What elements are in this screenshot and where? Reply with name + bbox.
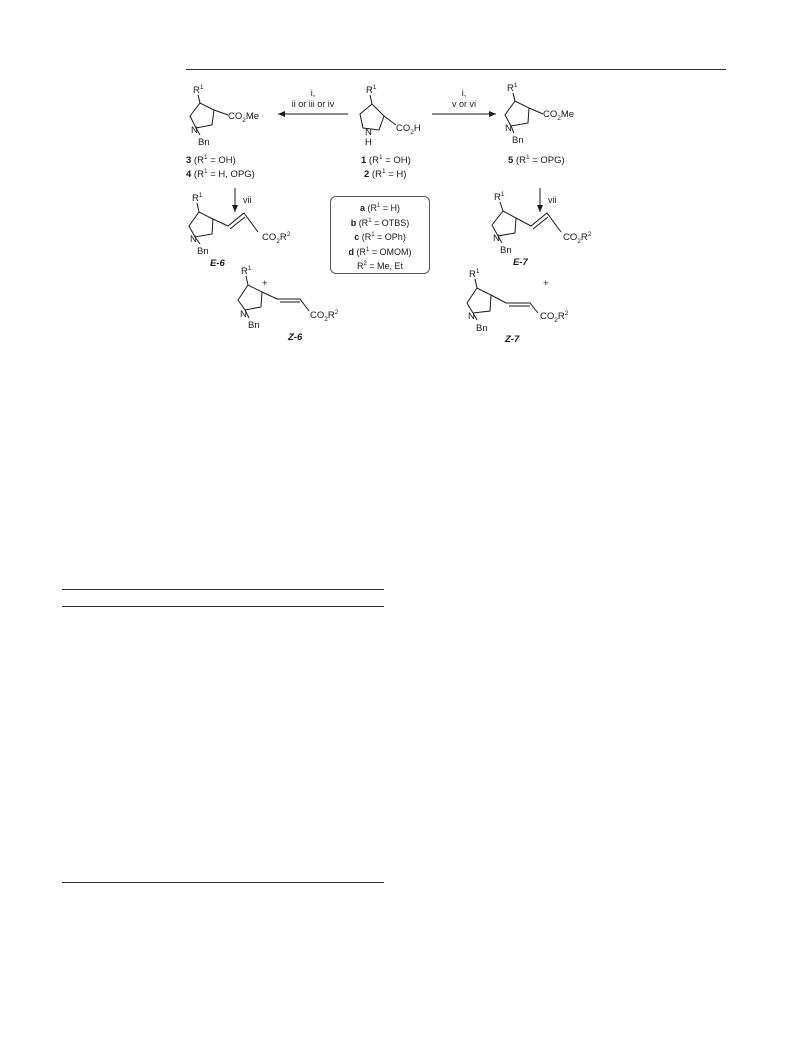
- r1-label-e7: $R^1$: [494, 191, 505, 203]
- n-label-e7: N: [493, 233, 500, 244]
- structure-z7: [467, 279, 538, 320]
- co2h-label: $CO_2H$: [396, 123, 421, 136]
- h-label-center: H: [365, 137, 372, 148]
- co2r2-label-z6: $CO_2R^2$: [310, 309, 339, 323]
- legend-item-r2: $R^2 = Me$, Et: [356, 261, 404, 271]
- compound-e6-label: E-6: [210, 258, 225, 269]
- structure-e6: [189, 203, 258, 244]
- cond-left-bottom: ii or iii or iv: [291, 99, 335, 109]
- compound-5-label: 5 $(R^1 = OPG)$: [508, 154, 565, 166]
- cond-right-bottom: v or vi: [451, 99, 477, 109]
- table-bottom-rule: [62, 882, 384, 883]
- table-top-rule: [62, 589, 384, 590]
- compound-3-label: 3 $(R^1 = OH)$: [186, 154, 236, 166]
- bn-label-e6: Bn: [197, 246, 209, 257]
- bn-label-z6: Bn: [248, 320, 260, 331]
- n-label-center: N: [365, 127, 372, 138]
- bn-label-left: Bn: [198, 137, 210, 148]
- r1-label-z7: $R^1$: [469, 268, 480, 280]
- bn-label-e7: Bn: [500, 245, 512, 256]
- bn-label-z7: Bn: [476, 323, 488, 334]
- compound-z6-label: Z-6: [288, 332, 303, 343]
- bn-label-right: Bn: [512, 135, 524, 146]
- cond-left-top: i,: [310, 88, 316, 98]
- structure-proline-acid: [360, 95, 396, 130]
- plus-right: +: [543, 278, 549, 289]
- cond-right-top: i,: [461, 88, 467, 98]
- structure-z6: [238, 276, 309, 318]
- reaction-scheme: [0, 0, 792, 360]
- n-label-z7: N: [468, 311, 475, 322]
- co2r2-label-z7: $CO_2R^2$: [540, 310, 569, 324]
- co2me-label-left: $CO_2Me$: [228, 111, 260, 124]
- compound-z7-label: Z-7: [505, 334, 520, 345]
- co2r2-label-e7: $CO_2R^2$: [563, 231, 592, 245]
- r1-label-left: $R^1$: [193, 84, 204, 96]
- r1-label-z6: $R^1$: [241, 265, 252, 277]
- compound-e7-label: E-7: [513, 257, 528, 268]
- compound-1-label: 1 $(R^1 = OH)$: [361, 154, 411, 166]
- table-header-rule: [62, 606, 384, 607]
- cond-down-left: vii: [243, 195, 252, 205]
- compound-4-label: 4 ($R^1 = H$, OPG): [186, 168, 255, 180]
- co2r2-label-e6: $CO_2R^2$: [262, 231, 291, 245]
- n-label-right: N: [505, 123, 512, 134]
- compound-2-label: 2 $(R^1 = H)$: [364, 168, 407, 180]
- legend-item-a: a $(R^1 = H)$: [359, 203, 401, 213]
- cond-down-right: vii: [548, 195, 557, 205]
- plus-left: +: [262, 278, 268, 289]
- co2me-label-right: $CO_2Me$: [543, 109, 575, 122]
- legend-item-d: d ($R^1$ = OMOM): [348, 246, 412, 257]
- legend-item-c: c $(R^1 = OPh)$: [354, 232, 406, 242]
- r1-label-right: $R^1$: [507, 82, 518, 94]
- n-label-left: N: [191, 125, 198, 136]
- n-label-e6: N: [190, 234, 197, 245]
- legend-item-b: b ($R^1$ = OTBS): [350, 217, 410, 228]
- substituent-legend: [330, 196, 430, 274]
- structure-e7: [492, 202, 561, 243]
- n-label-z6: N: [240, 309, 247, 320]
- r1-label-e6: $R^1$: [192, 192, 203, 204]
- r1-label-center: $R^1$: [366, 84, 377, 96]
